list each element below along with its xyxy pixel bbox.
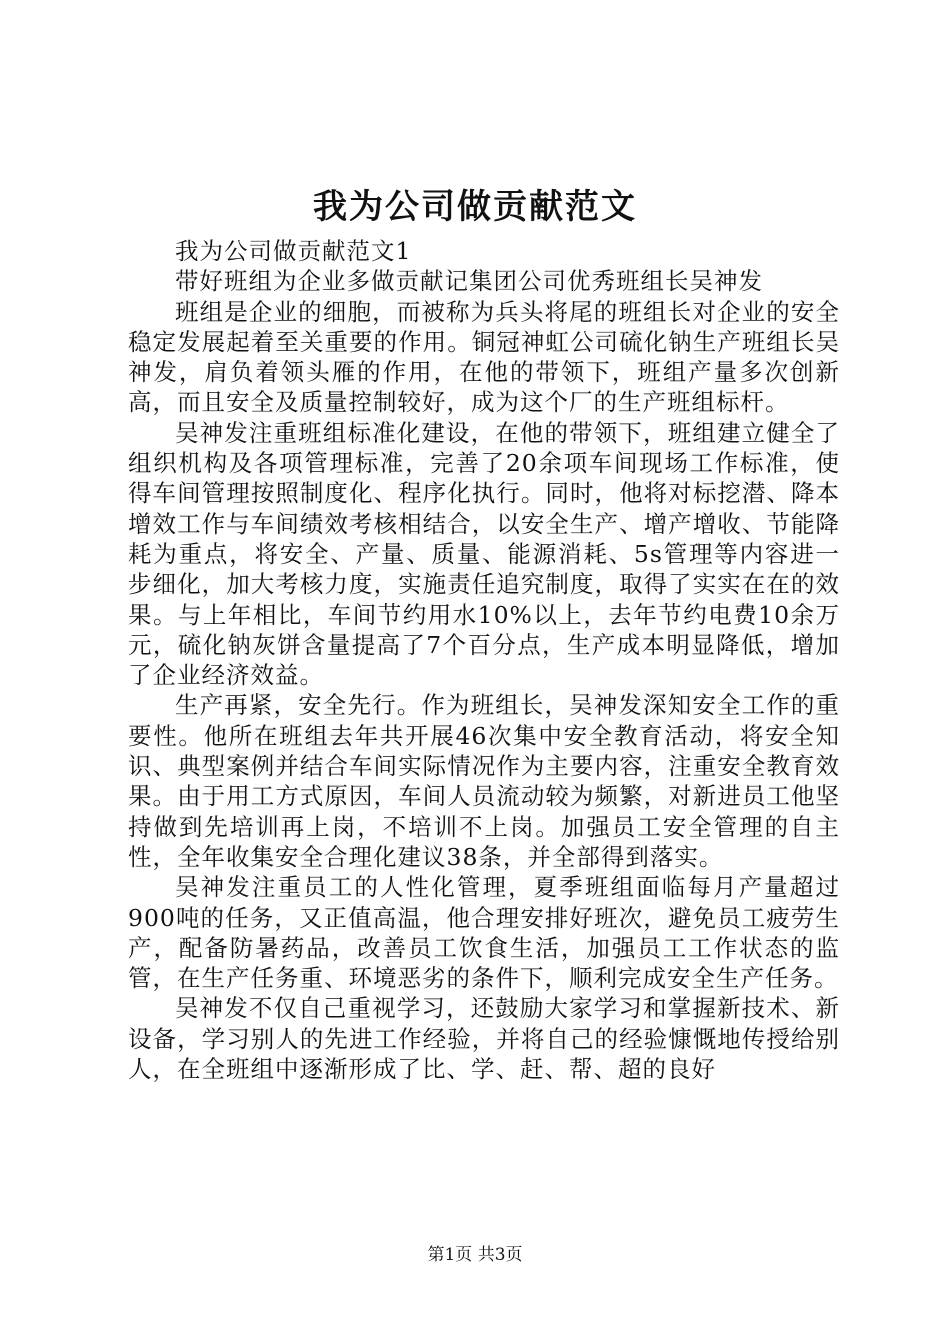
paragraph: 生产再紧，安全先行。作为班组长，吴神发深知安全工作的重要性。他所在班组去年共开展46次集中安全教育活动，将安全知识、典型案例并结合车间实际情况作为主要内容，注重安全教育效果。由于用工方式原因，车间人员流动较为频繁，对新进员工他坚持做到先培训再上岗，不培训不上岗。加强员工安全管理的自主性，全年收集安全合理化建议38条，并全部得到落实。	[128, 691, 840, 871]
paragraph-subtitle: 我为公司做贡献范文1	[175, 237, 412, 265]
paragraph: 吴神发注重员工的人性化管理，夏季班组面临每月产量超过900吨的任务，又正值高温，他合理安排好班次，避免员工疲劳生产，配备防暑药品，改善员工饮食生活，加强员工工作状态的监管，在生产任务重、环境恶劣的条件下，顺利完成安全生产任务。	[128, 873, 840, 993]
document-body	[128, 236, 840, 1084]
paragraph: 吴神发注重班组标准化建设，在他的带领下，班组建立健全了组织机构及各项管理标准，完善了20余项车间现场工作标准，使得车间管理按照制度化、程序化执行。同时，他将对标挖潜、降本增效工作与车间绩效考核相结合，以安全生产、增产增收、节能降耗为重点，将安全、产量、质量、能源消耗、5s管理等内容进一步细化，加大考核力度，实施责任追究制度，取得了实实在在的效果。与上年相比，车间节约用水10%以上，去年节约电费10余万元，硫化钠灰饼含量提高了7个百分点，生产成本明显降低，增加了企业经济效益。	[128, 418, 840, 690]
document-title: 我为公司做贡献范文	[313, 187, 637, 227]
paragraph: 班组是企业的细胞，而被称为兵头将尾的班组长对企业的安全稳定发展起着至关重要的作用。铜冠神虹公司硫化钠生产班组长吴神发，肩负着领头雁的作用，在他的带领下，班组产量多次创新高，而且安全及质量控制较好，成为这个厂的生产班组标杆。	[128, 297, 840, 417]
paragraph-heading: 带好班组为企业多做贡献记集团公司优秀班组长吴神发	[175, 267, 763, 296]
page-number-footer: 第1页 共3页	[427, 1245, 523, 1265]
paragraph: 吴神发不仅自己重视学习，还鼓励大家学习和掌握新技术、新设备，学习别人的先进工作经验，并将自己的经验慷慨地传授给别人，在全班组中逐渐形成了比、学、赶、帮、超的良好	[128, 994, 840, 1084]
